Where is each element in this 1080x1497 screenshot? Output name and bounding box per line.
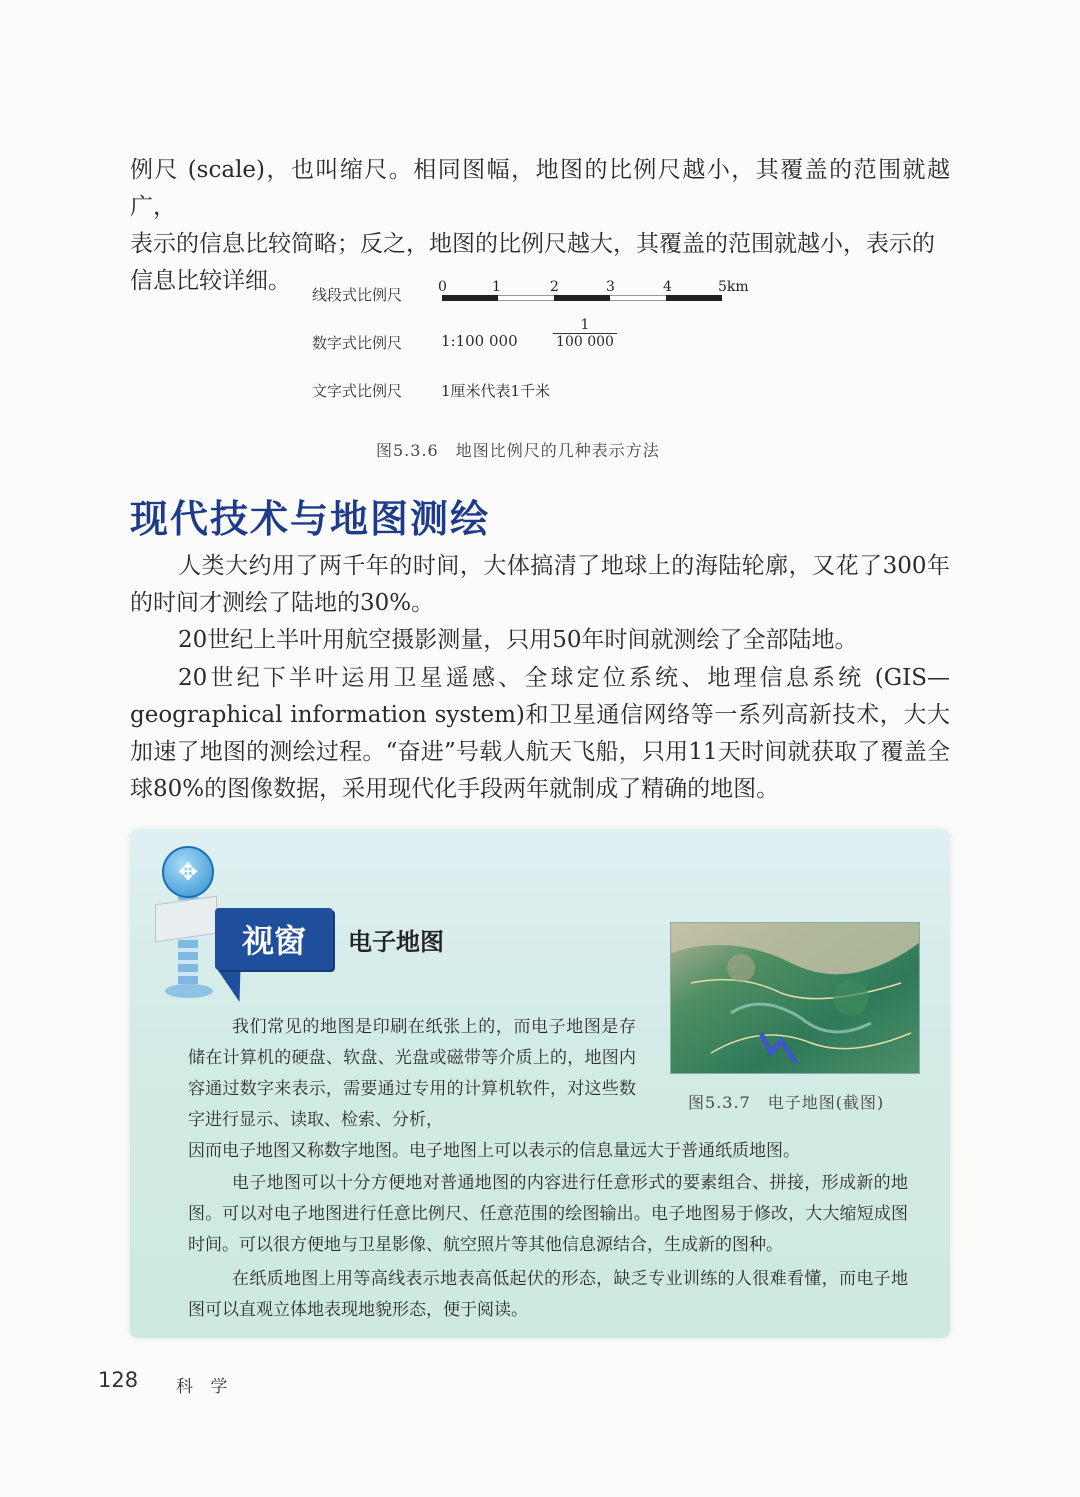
tick-label: 1	[492, 279, 501, 295]
text-scale-label: 文字式比例尺	[312, 382, 403, 400]
intro-paragraph	[130, 152, 950, 300]
scale-fraction	[553, 317, 617, 350]
figure-caption: 图5.3.6 地图比例尺的几种表示方法	[376, 441, 660, 460]
section-paragraph: 人类大约用了两千年的时间，大体搞清了地球上的海陆轮廓，又花了300年的时间才测绘了陆地的30%。	[130, 553, 950, 616]
section-paragraph: 20世纪上半叶用航空摄影测量，只用50年时间就测绘了全部陆地。	[178, 627, 858, 653]
section-paragraph: 20世纪下半叶运用卫星遥感、全球定位系统、地理信息系统 (GIS—geographical information system)和卫星通信网络等一系列高新技术，大大加速了地图的测绘过程。“奋进”号载人航天飞船，只用11天时间就获取了覆盖全球80%的图像数据，采用现代化手段两年就制成了精确的地图。	[130, 665, 950, 802]
electronic-map-image	[670, 922, 920, 1074]
numeric-ratio: 1:100 000	[441, 332, 518, 350]
box-paragraph: 因而电子地图又称数字地图。电子地图上可以表示的信息量远大于普通纸质地图。	[188, 1141, 800, 1161]
fraction-numerator: 1	[580, 317, 590, 333]
tick-label: 0	[438, 279, 447, 295]
tick-label: 2	[550, 279, 559, 295]
subject-label: 科 学	[176, 1377, 234, 1397]
box-paragraph: 我们常见的地图是印刷在纸张上的，而电子地图是存储在计算机的硬盘、软盘、光盘或磁带等介质上的，地图内容通过数字来表示，需要通过专用的计算机软件，对这些数字进行显示、读取、检索、分析，	[188, 1017, 636, 1130]
section-title: 现代技术与地图测绘	[130, 497, 491, 541]
scale-bar-segment	[610, 295, 666, 301]
map-caption: 图5.3.7 电子地图(截图)	[688, 1093, 885, 1112]
box-title: 电子地图	[348, 928, 444, 956]
map-graphic	[671, 923, 919, 1073]
window-sign: 视窗	[215, 908, 333, 970]
text-scale-value: 1厘米代表1千米	[441, 382, 551, 400]
box-paragraph: 电子地图可以十分方便地对普通地图的内容进行任意形式的要素组合、拼接，形成新的地图。可以对电子地图进行任意比例尺、任意范围的绘图输出。电子地图易于修改，大大缩短成图时间。可以很方便地与卫星影像、航空照片等其他信息源结合，生成新的图种。	[188, 1173, 908, 1255]
numeric-scale-label: 数字式比例尺	[312, 334, 403, 352]
scale-bar-segment	[498, 295, 554, 301]
signpost-base	[165, 984, 213, 998]
fraction-denominator: 100 000	[553, 333, 617, 350]
intro-line-2: 表示的信息比较简略；反之，地图的比例尺越大，其覆盖的范围就越小，表示的	[130, 231, 935, 257]
scale-bar-segment	[442, 295, 498, 301]
scale-bar	[442, 295, 722, 301]
scale-bar-segment	[666, 295, 722, 301]
intro-line-1: 例尺 (scale)，也叫缩尺。相同图幅，地图的比例尺越小，其覆盖的范围就越广，	[130, 157, 950, 220]
tick-label: 5km	[718, 279, 749, 295]
tick-label: 4	[663, 279, 672, 295]
line-scale-label: 线段式比例尺	[312, 286, 403, 304]
page-number: 128	[98, 1368, 139, 1392]
box-paragraph: 在纸质地图上用等高线表示地表高低起伏的形态，缺乏专业训练的人很难看懂，而电子地图可以直观立体地表现地貌形态，便于阅读。	[188, 1269, 908, 1320]
tick-label: 3	[606, 279, 615, 295]
intro-line-3: 信息比较详细。	[130, 268, 291, 294]
scale-bar-segment	[554, 295, 610, 301]
move-arrows-icon: ✥	[162, 846, 214, 898]
